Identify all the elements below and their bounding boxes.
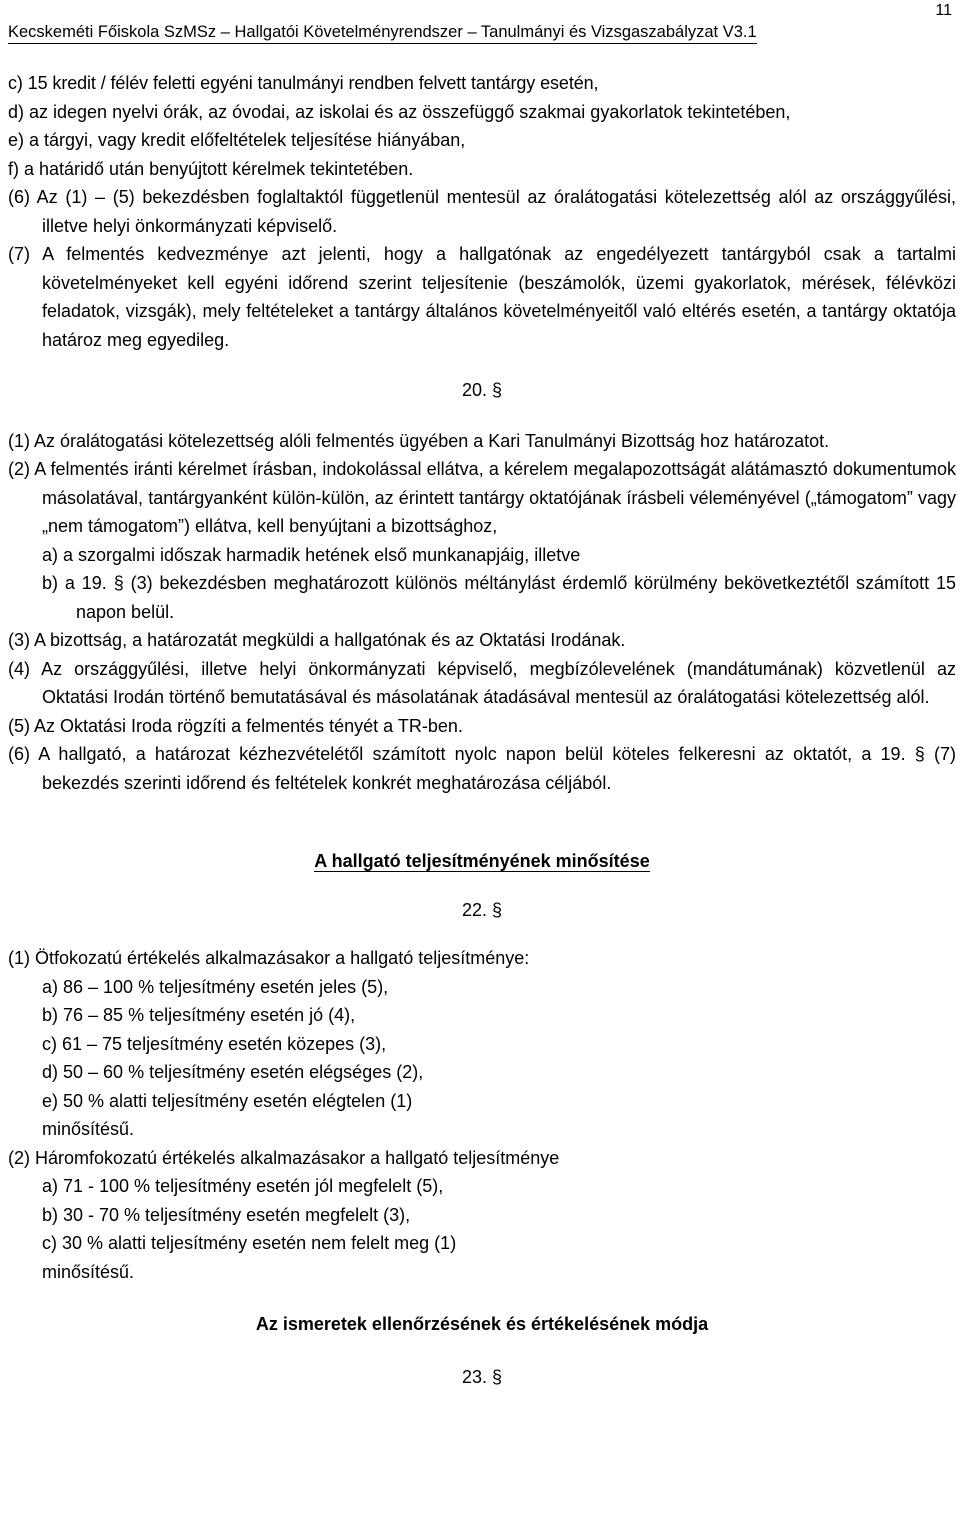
- section-23-sign: 23. §: [461, 1366, 503, 1387]
- list-item: f) a határidő után benyújtott kérelmek tekintetében.: [8, 158, 414, 179]
- s20-paragraph-4: (4) Az országgyűlési, illetve helyi önkormányzati képviselő, megbízólevelének (mandátumának) közvetlenül az Oktatási Irodán történő bemutatásával és másolatának átadásával mentesül az óralátogatási kötelezettség alól.: [8, 658, 956, 707]
- s20-item-a: a) a szorgalmi időszak harmadik hetének első munkanapjáig, illetve: [42, 544, 581, 565]
- grade-item: e) 50 % alatti teljesítmény esetén elégtelen (1): [42, 1090, 413, 1111]
- heading-performance: A hallgató teljesítményének minősítése: [314, 851, 650, 871]
- list-item: e) a tárgyi, vagy kredit előfeltételek teljesítése hiányában,: [8, 130, 466, 150]
- s20-paragraph-6: (6) A hallgató, a határozat kézhezvételétől számított nyolc napon belül köteles felkeresni az oktatót, a 19. § (7) bekezdés szerinti időrend és feltételek konkrét meghatározása céljából.: [8, 744, 956, 793]
- s20-paragraph-3: (3) A bizottság, a határozatát megküldi a hallgatónak és az Oktatási Irodának.: [8, 630, 626, 650]
- paragraph-7: (7) A felmentés kedvezménye azt jelenti, hogy a hallgatónak az engedélyezett tantárgyból csak a tartalmi követelményeket kell egyéni időrend szerint teljesítenie (beszámolók, üzemi gyakorlatok, mérések, félévközi feladatok, vizsgák), mely feltételeket a tantárgy általános követelményeitől való eltérés esetén, a tantárgy oktatója határoz meg egyedileg.: [8, 244, 956, 350]
- s20-paragraph-5: (5) Az Oktatási Iroda rögzíti a felmentés tényét a TR-ben.: [8, 715, 463, 736]
- grade-item: c) 61 – 75 teljesítmény esetén közepes (3),: [42, 1033, 387, 1054]
- s22-paragraph-2: (2) Háromfokozatú értékelés alkalmazásakor a hallgató teljesítménye: [8, 1147, 560, 1168]
- paragraph-6: (6) Az (1) – (5) bekezdésben foglaltaktól függetlenül mentesül az óralátogatási kötelezettség alól az országgyűlési, illetve helyi önkormányzati képviselő.: [8, 187, 956, 236]
- s22-paragraph-1: (1) Ötfokozatú értékelés alkalmazásakor a hallgató teljesítménye:: [8, 948, 530, 968]
- grade-item: d) 50 – 60 % teljesítmény esetén elégséges (2),: [42, 1062, 424, 1082]
- page-content: [8, 69, 956, 1391]
- grade-item: b) 76 – 85 % teljesítmény esetén jó (4),: [42, 1005, 356, 1025]
- section-20-sign: 20. §: [461, 380, 503, 400]
- heading-assessment: Az ismeretek ellenőrzésének és értékelésének módja: [255, 1314, 709, 1334]
- s20-paragraph-2: (2) A felmentés iránti kérelmet írásban, indokolással ellátva, a kérelem megalapozottságát alátámasztó dokumentumok másolatával, tantárgyanként külön-külön, az érintett tantárgy oktatójának írásbeli véleményével („támogatom” vagy „nem támogatom”) ellátva, kell benyújtani a bizottsághoz,: [8, 459, 956, 536]
- grade-suffix: minősítésű.: [42, 1261, 135, 1282]
- list-item: c) 15 kredit / félév feletti egyéni tanulmányi rendben felvett tantárgy esetén,: [8, 73, 599, 93]
- s20-paragraph-1: (1) Az óralátogatási kötelezettség alóli felmentés ügyében a Kari Tanulmányi Bizottság hoz határozatot.: [8, 430, 830, 451]
- running-header: Kecskeméti Főiskola SzMSz – Hallgatói Követelményrendszer – Tanulmányi és Vizsgaszabályzat V3.1: [8, 22, 757, 44]
- grade-item: a) 86 – 100 % teljesítmény esetén jeles (5),: [42, 976, 389, 997]
- grade-item: b) 30 - 70 % teljesítmény esetén megfelelt (3),: [42, 1204, 411, 1225]
- grade-suffix: minősítésű.: [42, 1119, 135, 1139]
- list-item: d) az idegen nyelvi órák, az óvodai, az iskolai és az összefüggő szakmai gyakorlatok tekintetében,: [8, 101, 791, 122]
- section-22-sign: 22. §: [461, 899, 503, 920]
- page-number: 11: [935, 2, 952, 19]
- grade-item: a) 71 - 100 % teljesítmény esetén jól megfelelt (5),: [42, 1176, 444, 1196]
- s20-item-b: b) a 19. § (3) bekezdésben meghatározott különös méltánylást érdemlő körülmény bekövetkeztétől számított 15 napon belül.: [42, 573, 956, 622]
- grade-item: c) 30 % alatti teljesítmény esetén nem felelt meg (1): [42, 1233, 457, 1253]
